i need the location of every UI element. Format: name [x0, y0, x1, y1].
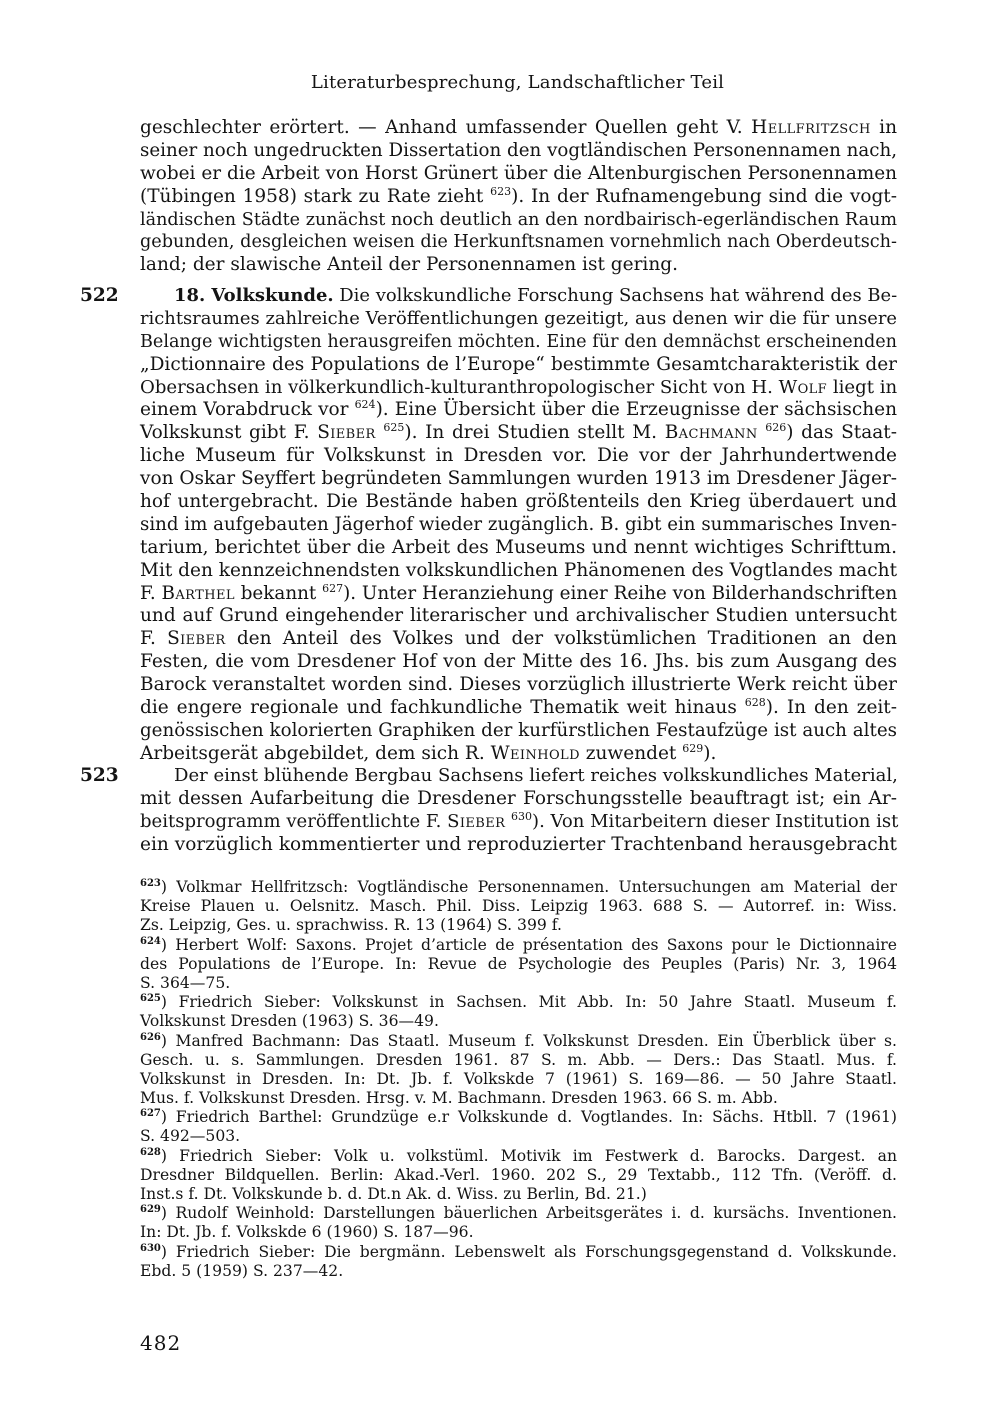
footnote-ref: 630	[511, 809, 533, 823]
footnote-line: Dresdner Bildquellen. Berlin: Akad.-Verl. 1960. 202 S., 29 Textabb., 112 Tfn. (Veröff. d.	[140, 1165, 897, 1184]
footnote-625	[140, 993, 897, 1031]
footnote-line: $^{627}$) Friedrich Barthel: Grundzüge e.r Volkskunde d. Vogtlandes. In: Sächs. Htbll. 7 (1961)	[140, 1108, 897, 1127]
paragraph-523	[80, 765, 899, 857]
author-name: Weinhold	[490, 742, 580, 764]
text-line: sind im aufgebauten Jägerhof wieder zugänglich. B. gibt ein summarisches Inven-	[140, 513, 897, 535]
text-line: Arbeitsgerät abgebildet, dem sich R. Weinhold zuwendet $^{629}$).	[140, 741, 717, 764]
footnote-624	[140, 936, 897, 994]
paragraph-1	[140, 117, 897, 277]
footnote-number: 629	[140, 1204, 161, 1216]
footnote-628	[140, 1147, 897, 1205]
text-line: richtsraumes zahlreiche Veröffentlichungen gezeitigt, aus denen wir die für unsere	[140, 307, 897, 329]
text-line: Mit den kennzeichnendsten volkskundlichen Phänomenen des Vogtlandes macht	[140, 559, 898, 581]
footnote-line: Ebd. 5 (1959) S. 237—42.	[140, 1261, 344, 1280]
text-line: land; der slawische Anteil der Personennamen ist gering.	[140, 254, 678, 276]
section-heading: 18. Volkskunde.	[174, 285, 334, 306]
footnote-629	[140, 1204, 897, 1242]
footnote-number: 628	[140, 1146, 161, 1158]
author-name: Bachmann	[664, 422, 758, 444]
footnote-line: $^{626}$) Manfred Bachmann: Das Staatl. Museum f. Volkskunst Dresden. Ein Überblick über s.	[140, 1031, 897, 1050]
footnote-line: S. 364—75.	[140, 973, 231, 992]
running-head: Literaturbesprechung, Landschaftlicher Teil	[310, 72, 725, 93]
text-line: einem Vorabdruck vor $^{624}$). Eine Übersicht über die Erzeugnisse der sächsischen	[140, 398, 897, 421]
footnote-ref: 624	[354, 398, 376, 412]
margin-number: 523	[80, 765, 119, 786]
footnote-number: 626	[140, 1031, 161, 1043]
text-line: Barock veranstaltet worden sind. Dieses vorzüglich illustrierte Werk reicht über	[140, 674, 897, 696]
footnote-number: 627	[140, 1108, 161, 1120]
footnote-line: $^{630}$) Friedrich Sieber: Die bergmänn. Lebenswelt als Forschungsgegenstand d. Volkskunde.	[140, 1242, 897, 1261]
text-line: Festen, die vom Dresdener Hof von der Mitte des 16. Jhs. bis zum Ausgang des	[140, 651, 897, 673]
author-name: Sieber	[447, 810, 506, 832]
text-line: hof untergebracht. Die Bestände haben größtenteils den Krieg überdauert und	[140, 491, 897, 513]
text-line: Belange wichtigsten herausgreifen möchten. Eine für den demnächst erscheinenden	[140, 331, 897, 352]
footnote-line: Gesch. u. s. Sammlungen. Dresden 1961. 87 S. m. Abb. — Ders.: Das Staatl. Mus. f.	[140, 1050, 897, 1069]
text-line: die engere regionale und fachkundliche Thematik weit hinaus $^{628}$). In den zeit-	[140, 696, 897, 719]
text-line: tarium, berichtet über die Arbeit des Museums und nennt wichtiges Schrifttum.	[140, 536, 897, 558]
footnote-line: $^{625}$) Friedrich Sieber: Volkskunst in Sachsen. Mit Abb. In: 50 Jahre Staatl. Museum f.	[140, 993, 897, 1012]
author-name: Sieber	[167, 628, 226, 650]
text-line: ländischen Städte zunächst noch deutlich an den nordbairisch-egerländischen Raum	[140, 209, 897, 230]
footnote-ref: 623	[490, 184, 512, 198]
text-line: Volkskunst gibt F. Sieber $^{625}$). In drei Studien stellt M. Bachmann $^{626}$) das Staat-	[140, 421, 897, 444]
footnote-number: 625	[140, 993, 161, 1005]
footnote-630	[140, 1243, 897, 1281]
footnote-ref: 626	[765, 421, 787, 435]
footnote-line: $^{624}$) Herbert Wolf: Saxons. Projet d’article de présentation des Saxons pour le Dictionnaire	[140, 935, 897, 954]
footnote-line: $^{628}$) Friedrich Sieber: Volk u. volkstüml. Motivik im Festwerk d. Barocks. Dargest. an	[140, 1146, 897, 1165]
text-line: „Dictionnaire des Populations de l’Europe“ bestimmte Gesamtcharakteristik der	[140, 353, 897, 375]
footnote-line: Mus. f. Volkskunst Dresden. Hrsg. v. M. Bachmann. Dresden 1963. 66 S. m. Abb.	[140, 1089, 778, 1108]
footnote-line: In: Dt. Jb. f. Volkskde 6 (1960) S. 187—96.	[140, 1223, 474, 1242]
author-name: Wolf	[778, 376, 828, 398]
text-line: geschlechter erörtert. — Anhand umfassender Quellen geht V. Hellfritzsch in	[140, 117, 897, 138]
footnote-623	[140, 878, 897, 936]
author-name: Sieber	[317, 422, 376, 444]
text-line: und auf Grund eingehender literarischer und archivalischer Studien untersucht	[140, 605, 897, 627]
footnote-line: des Populations de l’Europe. In: Revue de Psychologie des Peuples (Paris) Nr. 3, 1964	[140, 954, 897, 973]
footnote-line: Volkskunst Dresden (1963) S. 36—49.	[140, 1012, 439, 1031]
footnote-line: Inst.s f. Dt. Volkskunde b. d. Dt.n Ak. d. Wiss. zu Berlin, Bd. 21.)	[140, 1185, 647, 1203]
footnote-line: Zs. Leipzig, Ges. u. sprachwiss. R. 13 (1964) S. 399 f.	[140, 916, 562, 935]
footnote-626	[140, 1032, 897, 1109]
footnotes	[140, 878, 897, 1281]
text-line: beitsprogramm veröffentlichte F. Sieber $^{630}$). Von Mitarbeitern dieser Institution ist	[140, 809, 899, 832]
text-line: F. Barthel bekannt $^{627}$). Unter Heranziehung einer Reihe von Bilderhandschriften	[140, 581, 898, 604]
text-line: (Tübingen 1958) stark zu Rate zieht $^{623}$). In der Rufnamengebung sind die vogt-	[140, 184, 897, 207]
footnote-number: 630	[140, 1242, 161, 1254]
author-name: Hellfritzsch	[751, 117, 871, 138]
paragraph-522	[80, 285, 898, 766]
footnote-number: 623	[140, 878, 161, 889]
text-line: liche Museum für Volkskunst in Dresden vor. Die vor der Jahrhundertwende	[140, 445, 897, 467]
footnote-627	[140, 1108, 897, 1146]
page-number: 482	[140, 1331, 182, 1355]
text-line: wobei er die Arbeit von Horst Grünert über die Altenburgischen Personennamen	[140, 162, 897, 184]
footnote-ref: 627	[322, 581, 344, 595]
text-line: ein vorzüglich kommentierter und reproduzierter Trachtenband herausgebracht	[140, 833, 897, 855]
text-line: gebunden, desgleichen weisen die Herkunftsnamen vornehmlich nach Oberdeutsch-	[140, 232, 897, 253]
text-line: mit dessen Aufarbeitung die Dresdener Forschungsstelle beauftragt ist; ein Ar-	[140, 787, 897, 809]
footnote-line: Kreise Plauen u. Oelsnitz. Masch. Phil. Diss. Leipzig 1963. 688 S. — Autorref. in: Wiss.	[140, 897, 897, 916]
text-line: Obersachsen in völkerkundlich-kulturanthropologischer Sicht von H. Wolf liegt in	[140, 376, 898, 398]
text-line: seiner noch ungedruckten Dissertation den vogtländischen Personennamen nach,	[140, 139, 897, 161]
footnote-ref: 625	[383, 421, 405, 435]
footnote-ref: 629	[682, 741, 704, 755]
margin-number: 522	[80, 285, 119, 306]
footnote-line: Volkskunst in Dresden. In: Dt. Jb. f. Volkskde 7 (1961) S. 169—86. — 50 Jahre Staatl.	[140, 1069, 897, 1088]
text-line: F. Sieber den Anteil des Volkes und der volkstümlichen Traditionen an den	[140, 628, 897, 650]
text-line: genössischen kolorierten Graphiken der kurfürstlichen Festaufzüge ist auch altes	[140, 719, 897, 741]
footnote-line: $^{629}$) Rudolf Weinhold: Darstellungen bäuerlichen Arbeitsgerätes i. d. kursächs. Inventionen.	[140, 1204, 897, 1223]
footnote-line: S. 492—503.	[140, 1127, 241, 1146]
text-line: von Oskar Seyffert begründeten Sammlungen wurden 1913 im Dresdener Jäger-	[140, 468, 898, 490]
text-line: 18. Volkskunde. Die volkskundliche Forschung Sachsens hat während des Be-	[174, 285, 898, 306]
text-line: Der einst blühende Bergbau Sachsens liefert reiches volkskundliches Material,	[174, 765, 898, 786]
author-name: Barthel	[161, 582, 235, 604]
footnote-number: 624	[140, 935, 161, 947]
footnote-ref: 628	[744, 696, 766, 710]
footnote-line: $^{623}$) Volkmar Hellfritzsch: Vogtländische Personennamen. Untersuchungen am Material der	[140, 878, 897, 896]
